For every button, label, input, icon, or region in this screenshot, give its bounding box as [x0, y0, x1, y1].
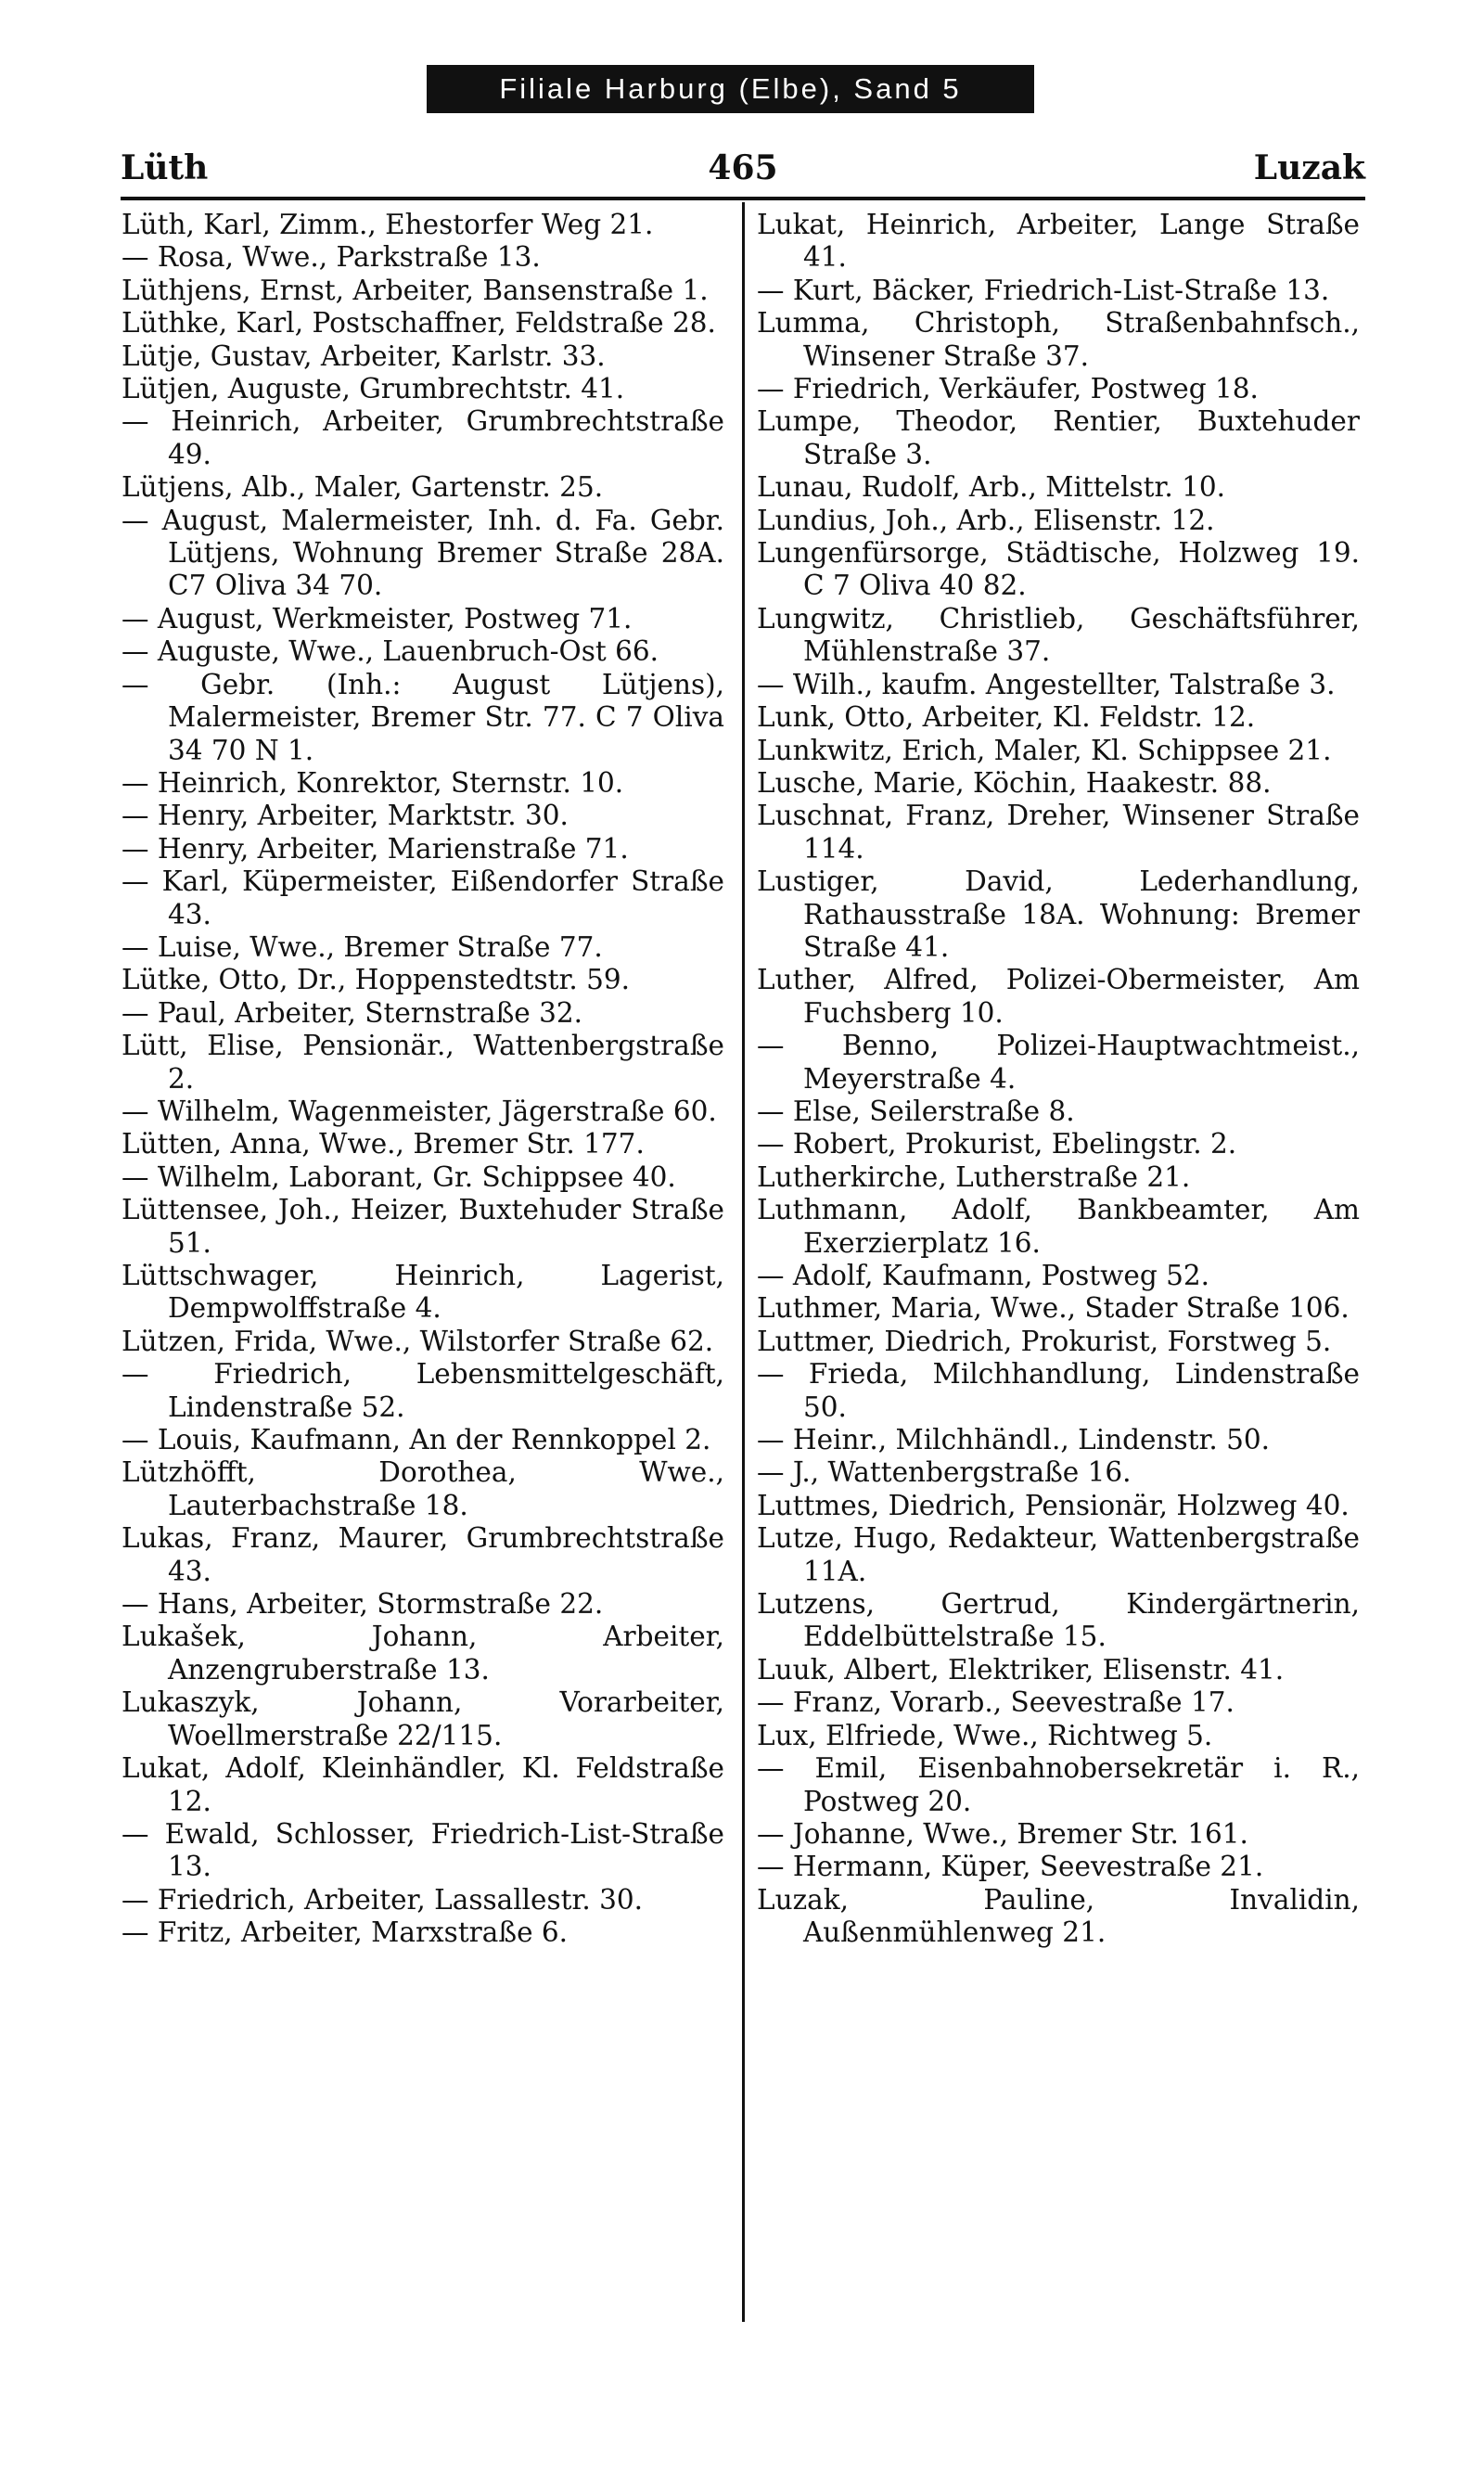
directory-entry: — Wilhelm, Wagenmeister, Jägerstraße 60.: [122, 1095, 717, 1127]
directory-entry: Lungwitz, Christlieb, Geschäftsführer, Mühlenstraße 37.: [757, 602, 1360, 668]
directory-entry: Luttmes, Diedrich, Pensionär, Holzweg 40.: [757, 1489, 1350, 1521]
directory-entry: — Luise, Wwe., Bremer Straße 77.: [122, 930, 603, 963]
directory-entry: Lütke, Otto, Dr., Hoppenstedtstr. 59.: [122, 964, 631, 996]
directory-entry: — Hermann, Küper, Seevestraße 21.: [757, 1851, 1264, 1883]
directory-entry: Luthmer, Maria, Wwe., Stader Straße 106.: [757, 1292, 1350, 1325]
directory-entry: Lüth, Karl, Zimm., Ehestorfer Weg 21.: [122, 209, 654, 240]
directory-entry: Lutzens, Gertrud, Kindergärtnerin, Eddelbüttelstraße 15.: [757, 1588, 1360, 1653]
directory-entry: Lüthjens, Ernst, Arbeiter, Bansenstraße 1.: [122, 274, 709, 306]
directory-entry: — Friedrich, Lebensmittelgeschäft, Lindenstraße 52.: [122, 1358, 724, 1423]
directory-entry: — Auguste, Wwe., Lauenbruch-Ost 66.: [122, 635, 659, 668]
directory-entry: Lundius, Joh., Arb., Elisenstr. 12.: [757, 504, 1215, 536]
directory-entry: — Adolf, Kaufmann, Postweg 52.: [757, 1260, 1210, 1291]
directory-entry: Lütten, Anna, Wwe., Bremer Str. 177.: [122, 1128, 645, 1160]
directory-entry: — Heinrich, Konrektor, Sternstr. 10.: [122, 766, 624, 799]
directory-entry: Lütt, Elise, Pensionär., Wattenbergstraße 2.: [122, 1030, 724, 1095]
directory-entry: Lukas, Franz, Maurer, Grumbrechtstraße 43.: [122, 1522, 724, 1587]
directory-entry: — August, Werkmeister, Postweg 71.: [122, 602, 633, 635]
branch-banner: Filiale Harburg (Elbe), Sand 5: [427, 65, 1034, 113]
directory-entry: — Frieda, Milchhandlung, Lindenstraße 50.: [757, 1358, 1360, 1423]
directory-entry: Lütjen, Auguste, Grumbrechtstr. 41.: [122, 373, 625, 405]
directory-entry: — Johanne, Wwe., Bremer Str. 161.: [757, 1817, 1248, 1850]
running-head: [121, 148, 1365, 195]
directory-entry: — Heinrich, Arbeiter, Grumbrechtstraße 49.: [122, 405, 724, 470]
directory-entry: Lunau, Rudolf, Arb., Mittelstr. 10.: [757, 471, 1226, 504]
directory-entry: Lütjens, Alb., Maler, Gartenstr. 25.: [122, 471, 604, 504]
directory-entry: — Wilh., kaufm. Angestellter, Talstraße 3.: [757, 668, 1336, 700]
directory-entry: — Franz, Vorarb., Seevestraße 17.: [757, 1686, 1235, 1719]
directory-entry: — J., Wattenbergstraße 16.: [757, 1456, 1132, 1489]
directory-entry: Luttmer, Diedrich, Prokurist, Forstweg 5.: [757, 1325, 1332, 1357]
directory-entry: Lüthke, Karl, Postschaffner, Feldstraße 28.: [122, 307, 716, 340]
directory-entry: Lux, Elfriede, Wwe., Richtweg 5.: [757, 1719, 1213, 1751]
directory-entry: — Kurt, Bäcker, Friedrich-List-Straße 13.: [757, 274, 1330, 306]
directory-entry: Lumma, Christoph, Straßenbahnfsch., Winsener Straße 37.: [757, 307, 1360, 372]
directory-entry: Lustiger, David, Lederhandlung, Rathausstraße 18A. Wohnung: Bremer Straße 41.: [757, 865, 1360, 963]
directory-entry: Lungenfürsorge, Städtische, Holzweg 19. C 7 Oliva 40 82.: [757, 537, 1360, 602]
directory-entry: — Rosa, Wwe., Parkstraße 13.: [122, 241, 541, 274]
directory-entry: — Ewald, Schlosser, Friedrich-List-Straße 13.: [122, 1817, 724, 1883]
directory-entry: Lusche, Marie, Köchin, Haakestr. 88.: [757, 766, 1272, 799]
header-rule: [121, 197, 1365, 200]
directory-entry: Lukašek, Johann, Arbeiter, Anzengruberstraße 13.: [122, 1621, 724, 1686]
right-column: [757, 209, 1360, 1950]
directory-entry: Lunk, Otto, Arbeiter, Kl. Feldstr. 12.: [757, 701, 1256, 734]
directory-entry: Luther, Alfred, Polizei-Obermeister, Am Fuchsberg 10.: [757, 964, 1360, 1029]
column-divider: [742, 202, 745, 2322]
directory-entry: Lukat, Adolf, Kleinhändler, Kl. Feldstraße 12.: [122, 1752, 724, 1817]
directory-entry: — Friedrich, Verkäufer, Postweg 18.: [757, 373, 1259, 405]
directory-entry: Lukat, Heinrich, Arbeiter, Lange Straße 41.: [757, 209, 1360, 274]
header-left-catchword: Lüth: [121, 148, 209, 187]
directory-entry: — Benno, Polizei-Hauptwachtmeist., Meyerstraße 4.: [757, 1030, 1360, 1095]
directory-entry: — Henry, Arbeiter, Marktstr. 30.: [122, 800, 569, 832]
directory-entry: — Friedrich, Arbeiter, Lassallestr. 30.: [122, 1883, 644, 1916]
directory-entry: Lüttschwager, Heinrich, Lagerist, Dempwolffstraße 4.: [122, 1260, 724, 1325]
directory-entry: Luuk, Albert, Elektriker, Elisenstr. 41.: [757, 1653, 1285, 1686]
directory-entry: — Louis, Kaufmann, An der Rennkoppel 2.: [122, 1424, 711, 1456]
directory-entry: — Heinr., Milchhändl., Lindenstr. 50.: [757, 1424, 1271, 1456]
left-column: [122, 209, 724, 1950]
directory-entry: Lumpe, Theodor, Rentier, Buxtehuder Straße 3.: [757, 405, 1360, 470]
directory-entry: Luthmann, Adolf, Bankbeamter, Am Exerzierplatz 16.: [757, 1194, 1360, 1259]
directory-entry: Luzak, Pauline, Invalidin, Außenmühlenweg 21.: [757, 1883, 1360, 1949]
directory-entry: Lutherkirche, Lutherstraße 21.: [757, 1160, 1191, 1193]
directory-entry: — August, Malermeister, Inh. d. Fa. Gebr. Lütjens, Wohnung Bremer Straße 28A. C7 Oliva 34 70.: [122, 504, 724, 602]
directory-entry: — Paul, Arbeiter, Sternstraße 32.: [122, 996, 583, 1029]
directory-entry: Lüttensee, Joh., Heizer, Buxtehuder Straße 51.: [122, 1194, 724, 1259]
directory-entry: — Wilhelm, Laborant, Gr. Schippsee 40.: [122, 1160, 676, 1193]
directory-entry: — Gebr. (Inh.: August Lütjens), Malermeister, Bremer Str. 77. C 7 Oliva 34 70 N 1.: [122, 668, 724, 766]
directory-entry: Lukaszyk, Johann, Vorarbeiter, Woellmerstraße 22/115.: [122, 1686, 724, 1751]
directory-entry: Lütje, Gustav, Arbeiter, Karlstr. 33.: [122, 340, 606, 372]
page-number: 465: [708, 148, 778, 187]
directory-entry: — Karl, Küpermeister, Eißendorfer Straße 43.: [122, 865, 724, 930]
directory-entry: — Fritz, Arbeiter, Marxstraße 6.: [122, 1916, 569, 1949]
directory-entry: Luschnat, Franz, Dreher, Winsener Straße 114.: [757, 800, 1360, 865]
header-right-catchword: Luzak: [1253, 148, 1365, 187]
directory-entry: — Hans, Arbeiter, Stormstraße 22.: [122, 1588, 604, 1621]
directory-entry: — Robert, Prokurist, Ebelingstr. 2.: [757, 1128, 1237, 1160]
directory-entry: — Emil, Eisenbahnobersekretär i. R., Postweg 20.: [757, 1752, 1360, 1817]
directory-entry: Lunkwitz, Erich, Maler, Kl. Schippsee 21.: [757, 734, 1332, 766]
directory-entry: Lutze, Hugo, Redakteur, Wattenbergstraße 11A.: [757, 1522, 1360, 1587]
directory-entry: — Henry, Arbeiter, Marienstraße 71.: [122, 832, 629, 865]
directory-entry: Lützhöfft, Dorothea, Wwe., Lauterbachstraße 18.: [122, 1456, 724, 1521]
directory-entry: Lützen, Frida, Wwe., Wilstorfer Straße 62.: [122, 1325, 714, 1357]
directory-entry: — Else, Seilerstraße 8.: [757, 1095, 1075, 1127]
